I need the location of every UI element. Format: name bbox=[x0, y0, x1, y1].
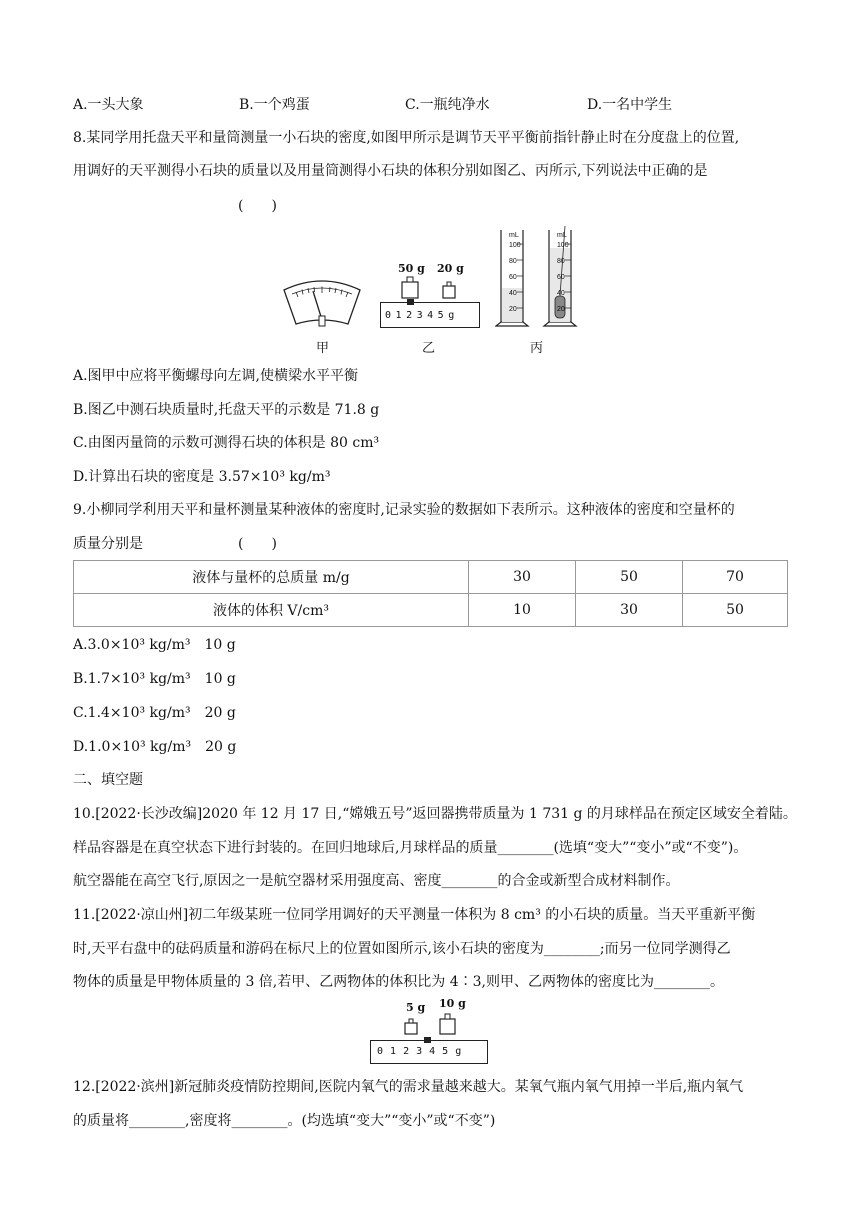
q10-line2: 样品容器是在真空状态下进行封装的。在回归地球后,月球样品的质量________(选填“变大”“变小”或“不变”)。 bbox=[73, 840, 748, 856]
figure-label-bing: 丙 bbox=[530, 341, 544, 356]
weight-10g-label: 10 g bbox=[439, 997, 466, 1010]
q9-option-d: D.1.0×10³ kg/m³ 20 g bbox=[73, 739, 237, 755]
figure-label-jia: 甲 bbox=[316, 341, 330, 356]
weight-5g-label: 5 g bbox=[406, 1001, 426, 1014]
q8-option-a: A.图甲中应将平衡螺母向左调,使横梁水平平衡 bbox=[73, 368, 359, 384]
ruler-yi bbox=[380, 302, 480, 328]
section-heading: 二、填空题 bbox=[73, 772, 143, 788]
ruler-rider bbox=[424, 1037, 431, 1043]
q9-stem-line1: 9.小柳同学利用天平和量杯测量某种液体的密度时,记录实验的数据如下表所示。这种液体的密度和空量杯的 bbox=[73, 502, 735, 518]
table-cell: 30 bbox=[469, 561, 576, 594]
cylinder-right-scale: mL 100 80 60 40 20 bbox=[557, 232, 569, 313]
q10-line3: 航空器能在高空飞行,原因之一是航空器材采用强度高、密度________的合金或新型合成材料制作。 bbox=[73, 873, 680, 889]
table-cell: 液体的体积 V/cm³ bbox=[74, 594, 469, 627]
q8-stem-line1: 8.某同学用托盘天平和量筒测量一小石块的密度,如图甲所示是调节天平平衡前指针静止时在分度盘上的位置, bbox=[73, 130, 740, 146]
weights-q11-icon bbox=[402, 1013, 462, 1035]
weights-yi-icon bbox=[398, 276, 468, 300]
table-cell: 液体与量杯的总质量 m/g bbox=[74, 561, 469, 594]
q8-stem-line2: 用调好的天平测得小石块的质量以及用量筒测得小石块的体积分别如图乙、丙所示,下列说法中正确的是 bbox=[73, 163, 708, 179]
q12-line1: 12.[2022·滨州]新冠肺炎疫情防控期间,医院内氧气的需求量越来越大。某氧气瓶内氧气用掉一半后,瓶内氧气 bbox=[73, 1079, 744, 1095]
table-row bbox=[74, 561, 788, 594]
q8-answer-bracket: ( ) bbox=[238, 198, 277, 214]
q9-data-table bbox=[73, 560, 788, 627]
q11-line1: 11.[2022·凉山州]初二年级某班一位同学用调好的天平测量一体积为 8 cm³ 的小石块的质量。当天平重新平衡 bbox=[73, 907, 756, 923]
q7-option-a: A.一头大象 bbox=[73, 97, 144, 113]
q7-option-b: B.一个鸡蛋 bbox=[239, 97, 310, 113]
q11-line3: 物体的质量是甲物体质量的 3 倍,若甲、乙两物体的体积比为 4∶3,则甲、乙两物体的密度比为________。 bbox=[73, 974, 724, 990]
ruler-yi-numbers: 012345g bbox=[385, 310, 459, 321]
q10-line1: 10.[2022·长沙改编]2020 年 12 月 17 日,“嫦娥五号”返回器携带质量为 1 731 g 的月球样品在预定区域安全着陆。 bbox=[73, 806, 797, 822]
table-cell: 50 bbox=[683, 594, 788, 627]
scale-dial-figure bbox=[282, 278, 362, 330]
table-cell: 70 bbox=[683, 561, 788, 594]
cylinder-left-scale: mL 100 80 60 40 20 bbox=[509, 232, 521, 313]
table-row bbox=[74, 594, 788, 627]
q7-option-c: C.一瓶纯净水 bbox=[405, 97, 490, 113]
table-cell: 50 bbox=[576, 561, 683, 594]
q11-line2: 时,天平右盘中的砝码质量和游码在标尺上的位置如图所示,该小石块的密度为________;而另一位同学测得乙 bbox=[73, 941, 731, 957]
table-cell: 30 bbox=[576, 594, 683, 627]
q9-option-b: B.1.7×10³ kg/m³ 10 g bbox=[73, 671, 236, 687]
ruler-q11 bbox=[370, 1040, 488, 1064]
weight-50g-label: 50 g bbox=[398, 262, 425, 275]
q7-option-d: D.一名中学生 bbox=[587, 97, 673, 113]
q9-answer-bracket: ( ) bbox=[238, 536, 277, 552]
table-cell: 10 bbox=[469, 594, 576, 627]
q12-line2: 的质量将________,密度将________。(均选填“变大”“变小”或“不变”) bbox=[73, 1113, 496, 1129]
q9-option-c: C.1.4×10³ kg/m³ 20 g bbox=[73, 705, 236, 721]
ruler-rider bbox=[407, 299, 414, 305]
q9-stem-line2: 质量分别是 bbox=[73, 536, 143, 552]
q9-option-a: A.3.0×10³ kg/m³ 10 g bbox=[73, 637, 236, 653]
weight-20g-label: 20 g bbox=[437, 262, 464, 275]
q8-option-d: D.计算出石块的密度是 3.57×10³ kg/m³ bbox=[73, 469, 331, 485]
ruler-q11-numbers: 012345g bbox=[377, 1046, 469, 1057]
figure-label-yi: 乙 bbox=[422, 341, 436, 356]
q8-option-c: C.由图丙量筒的示数可测得石块的体积是 80 cm³ bbox=[73, 435, 380, 451]
q8-option-b: B.图乙中测石块质量时,托盘天平的示数是 71.8 g bbox=[73, 402, 380, 418]
